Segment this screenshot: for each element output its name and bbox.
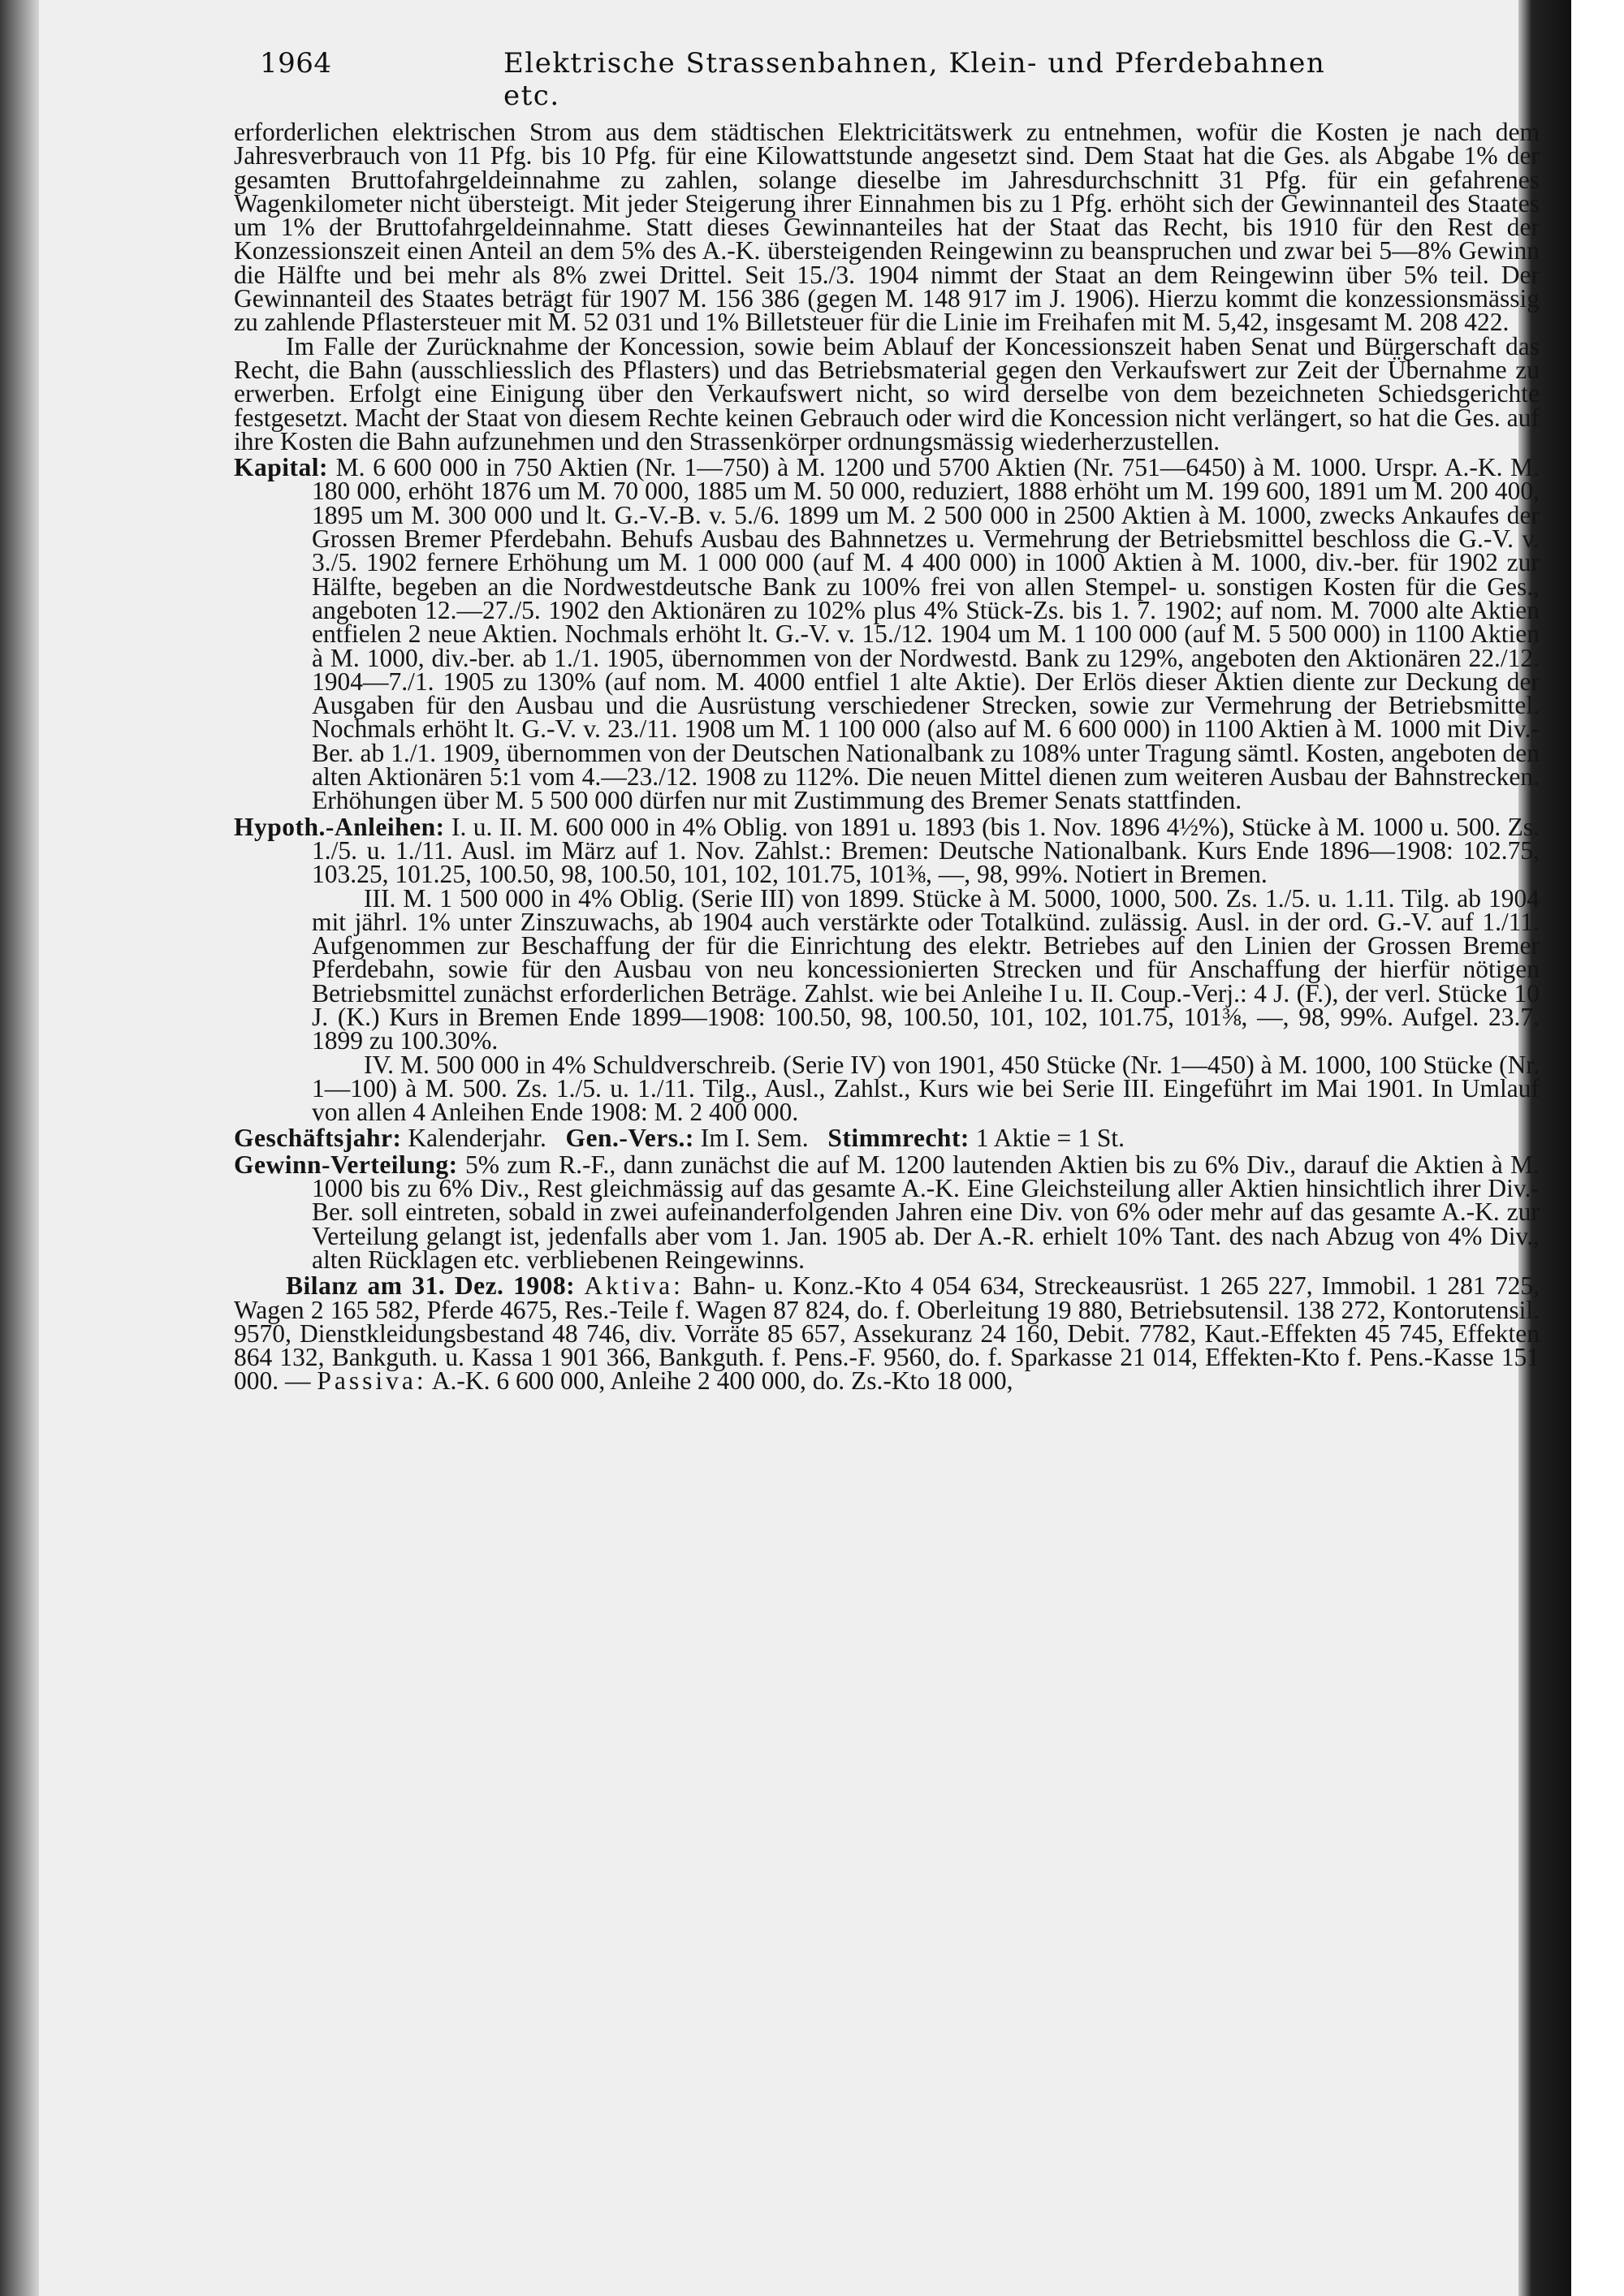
section-gewinn-verteilung	[234, 1150, 1540, 1274]
section-geschaeftsjahr	[234, 1124, 1540, 1153]
aktiva-text: Bahn- u. Konz.-Kto 4 054 634, Streckeausrüst. 1 265 227, Immobil. 1 281 725, Wagen 2 165 582, Pferde 4675, Res.-Teile f. Wagen 87 824, do. f. Oberleitung 19 880, Betriebsutensil. 138 272, Kontorutensil. 9570, Dienstkleidungsbestand 48 746, div. Vorräte 85 657, Assekuranz 24 160, Debit. 7782, Kaut.-Effekten 45 745, Effekten 864 132, Bankguth. u. Kassa 1 901 366, Bankguth. f. Pens.-F. 9560, do. f. Sparkasse 21 014, Effekten-Kto f. Pens.-Kasse 151 000. —	[234, 1271, 1540, 1396]
passiva-text: A.-K. 6 600 000, Anleihe 2 400 000, do. Zs.-Kto 18 000,	[431, 1366, 1013, 1396]
book-spine-shadow	[0, 0, 39, 2296]
hypoth-label: Hypoth.-Anleihen:	[234, 812, 445, 841]
bilanz-label: Bilanz am 31. Dez. 1908:	[286, 1271, 576, 1301]
aktiva-label: Aktiva:	[584, 1271, 684, 1301]
passiva-label: Passiva:	[317, 1366, 427, 1396]
paragraph-strom: erforderlichen elektrischen Strom aus dem städtischen Elektricitätswerk zu entnehmen, wofür die Kosten je nach dem Jahresverbrauch von 11 Pfg. bis 10 Pfg. für eine Kilowattstunde angesetzt sind. Dem Staat hat die Ges. als Abgabe 1% der gesamten Bruttofahrgeldeinnahme zu zahlen, solange dieselbe im Jahresdurchschnitt 31 Pfg. für ein gefahrenes Wagenkilometer nicht übersteigt. Mit jeder Steigerung ihrer Einnahmen bis zu 1 Pfg. erhöht sich der Gewinnanteil des Staates um 1% der Bruttofahrgeldeinnahme. Statt dieses Gewinnanteiles hat der Staat das Recht, bis 1910 für den Rest der Konzessionszeit einen Anteil an dem 5% des A.-K. übersteigenden Reingewinn zu beanspruchen und zwar bei 5—8% Gewinn die Hälfte und bei mehr als 8% zwei Drittel. Seit 15./3. 1904 nimmt der Staat an dem Reingewinn über 5% teil. Der Gewinnanteil des Staates beträgt für 1907 M. 156 386 (gegen M. 148 917 im J. 1906). Hierzu kommt die konzessionsmässig zu zahlende Pflastersteuer mit M. 52 031 und 1% Billetsteuer für die Linie im Freihafen mit M. 5,42, insgesamt M. 208 422.	[234, 118, 1540, 337]
gen-vers-text: Im I. Sem.	[700, 1124, 809, 1153]
gewinn-text: 5% zum R.-F., dann zunächst die auf M. 1200 lautenden Aktien bis zu 6% Div., darauf die Aktien à M. 1000 bis zu 6% Div., Rest gleichmässig auf das gesamte A.-K. Eine Gleichsteilung aller Aktien hinsichtlich ihrer Div.-Ber. soll eintreten, sobald in zwei aufeinanderfolgenden Jahren eine Div. von 6% oder mehr auf das gesamte A.-K. zur Verteilung gelangt ist, jedenfalls aber vom 1. Jan. 1905 ab. Der A.-R. erhielt 10% Tant. des nach Abzug von 4% Div., alten Rücklagen etc. verbliebenen Reingewinns.	[312, 1150, 1540, 1274]
kapital-label: Kapital:	[234, 453, 329, 482]
stimmrecht-label: Stimmrecht:	[827, 1124, 970, 1153]
page-number: 1964	[260, 47, 332, 80]
gewinn-label: Gewinn-Verteilung:	[234, 1150, 458, 1179]
hypoth-text: I. u. II. M. 600 000 in 4% Oblig. von 1891 u. 1893 (bis 1. Nov. 1896 4½%), Stücke à M. 1000 u. 500. Zs. 1./5. u. 1./11. Ausl. im März auf 1. Nov. Zahlst.: Bremen: Deutsche Nationalbank. Kurs Ende 1896—1908: 102.75, 103.25, 101.25, 100.50, 98, 100.50, 101, 102, 101.75, 101⅜, —, 98, 99%. Notiert in Bremen.	[312, 812, 1540, 889]
page-header	[260, 47, 1332, 112]
kapital-text: M. 6 600 000 in 750 Aktien (Nr. 1—750) à M. 1200 und 5700 Aktien (Nr. 751—6450) à M. 1000. Urspr. A.-K. M. 180 000, erhöht 1876 um M. 70 000, 1885 um M. 50 000, reduziert, 1888 erhöht um M. 199 600, 1891 um M. 200 400, 1895 um M. 300 000 und lt. G.-V.-B. v. 5./6. 1899 um M. 2 500 000 in 2500 Aktien à M. 1000, zwecks Ankaufes der Grossen Bremer Pferdebahn. Behufs Ausbau des Bahnnetzes u. Vermehrung der Betriebsmittel beschloss die G.-V. v. 3./5. 1902 fernere Erhöhung um M. 1 000 000 (auf M. 4 400 000) in 1000 Aktien à M. 1000, div.-ber. für 1902 zur Hälfte, begeben an die Nordwestdeutsche Bank zu 100% frei von allen Stempel- u. sonstigen Kosten für die Ges., angeboten 12.—27./5. 1902 den Aktionären zu 102% plus 4% Stück-Zs. bis 1. 7. 1902; auf nom. M. 7000 alte Aktien entfielen 2 neue Aktien. Nochmals erhöht lt. G.-V. v. 15./12. 1904 um M. 1 100 000 (auf M. 5 500 000) in 1100 Aktien à M. 1000, div.-ber. ab 1./1. 1905, übernommen von der Nordwestd. Bank zu 129%, angeboten den Aktionären 22./12. 1904—7./1. 1905 zu 130% (auf nom. M. 4000 entfiel 1 alte Aktie). Der Erlös dieser Aktien diente zur Deckung der Ausgaben für den Ausbau und die Ausrüstung verschiedener Strecken, sowie zur Vermehrung der Betriebsmittel. Nochmals erhöht lt. G.-V. v. 23./11. 1908 um M. 1 100 000 (also auf M. 6 600 000) in 1100 Aktien à M. 1000 mit Div.-Ber. ab 1./1. 1909, übernommen von der Deutschen Nationalbank zu 108% unter Tragung sämtl. Kosten, angeboten den alten Aktionären 5:1 vom 4.—23./12. 1908 zu 112%. Die neuen Mittel dienen zum weiteren Ausbau der Bahnstrecken. Erhöhungen über M. 5 500 000 dürfen nur mit Zustimmung des Bremer Senats stattfinden.	[312, 453, 1540, 815]
section-hypoth-anleihen	[234, 812, 1540, 889]
gen-vers-label: Gen.-Vers.:	[565, 1124, 694, 1153]
running-title: Elektrische Strassenbahnen, Klein- und Pferdebahnen etc.	[503, 47, 1326, 112]
stimmrecht-text: 1 Aktie = 1 St.	[975, 1124, 1125, 1153]
section-bilanz	[234, 1271, 1540, 1396]
section-kapital	[234, 453, 1540, 815]
body-text	[234, 118, 1540, 1396]
geschaeftsjahr-label: Geschäftsjahr:	[234, 1124, 402, 1153]
hypoth-serie-4: IV. M. 500 000 in 4% Schuldverschreib. (Serie IV) von 1901, 450 Stücke (Nr. 1—450) à M. 1000, 100 Stücke (Nr. 1—100) à M. 500. Zs. 1./5. u. 1./11. Tilg., Ausl., Zahlst., Kurs wie bei Serie III. Eingeführt im Mai 1901. In Umlauf von allen 4 Anleihen Ende 1908: M. 2 400 000.	[312, 1050, 1540, 1127]
hypoth-serie-3: III. M. 1 500 000 in 4% Oblig. (Serie III) von 1899. Stücke à M. 5000, 1000, 500. Zs. 1./5. u. 1.11. Tilg. ab 1904 mit jährl. 1% unter Zinszuwachs, ab 1904 auch verstärkte oder Totalkünd. zulässig. Ausl. in der ord. G.-V. auf 1./11. Aufgenommen zur Beschaffung der für die Einrichtung des elektr. Betriebes auf den Linien der Grossen Bremer Pferdebahn, sowie für den Ausbau von neu koncessionierten Strecken und für Anschaffung der hierfür nötigen Betriebsmittel zunächst erforderlichen Beträge. Zahlst. wie bei Anleihe I u. II. Coup.-Verj.: 4 J. (F.), der verl. Stücke 10 J. (K.) Kurs in Bremen Ende 1899—1908: 100.50, 98, 100.50, 101, 102, 101.75, 101⅜, —, 98, 99%. Aufgel. 23.7. 1899 zu 100.30%.	[312, 883, 1540, 1055]
geschaeftsjahr-text: Kalenderjahr.	[408, 1124, 546, 1153]
paragraph-koncession: Im Falle der Zurücknahme der Koncession, sowie beim Ablauf der Koncessionszeit haben Senat und Bürgerschaft das Recht, die Bahn (ausschliesslich des Pflasters) und das Betriebsmaterial gegen den Verkaufswert zur Zeit der Übernahme zu erwerben. Erfolgt eine Einigung über den Verkaufswert nicht, so wird derselbe von dem bezeichneten Schiedsgerichte festgesetzt. Macht der Staat von diesem Rechte keinen Gebrauch oder wird die Koncession nicht verlängert, so hat die Ges. auf ihre Kosten die Bahn aufzunehmen und den Strassenkörper ordnungsmässig wiederherzustellen.	[234, 331, 1540, 455]
